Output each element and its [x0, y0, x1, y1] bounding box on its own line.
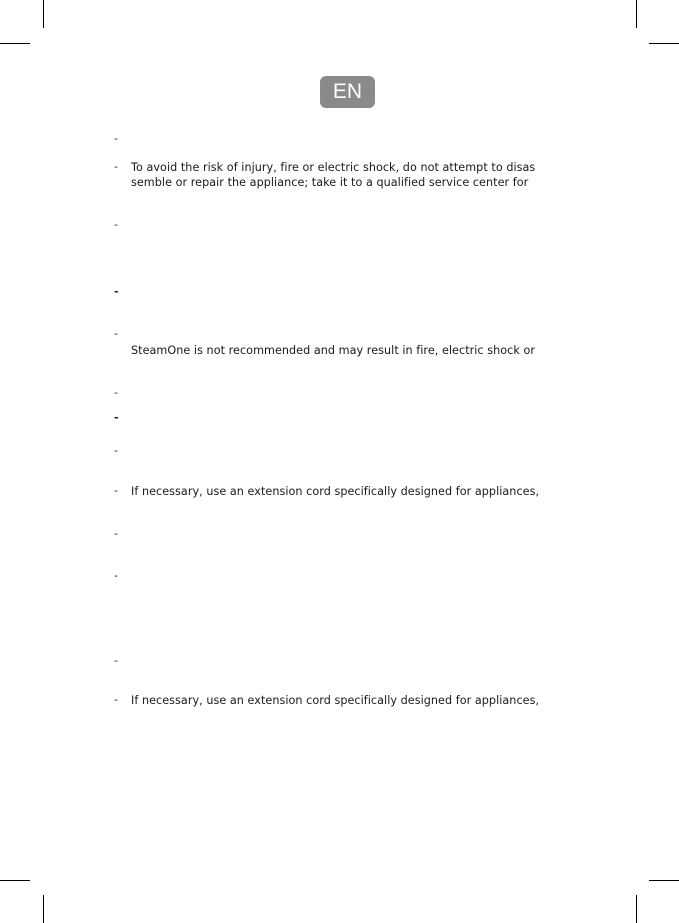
- bullet-dash: -: [114, 444, 118, 457]
- item-text-line: If necessary, use an extension cord specifically designed for appliances,: [131, 694, 540, 707]
- item-text-line: If necessary, use an extension cord specifically designed for appliances,: [131, 485, 540, 498]
- crop-mark-bottom-left-vertical: [43, 895, 44, 923]
- bullet-dash: -: [114, 386, 118, 399]
- crop-mark-top-left-horizontal: [0, 43, 30, 44]
- language-badge: EN: [320, 76, 375, 108]
- item-text-line: SteamOne is not recommended and may result in fire, electric shock or: [131, 344, 536, 357]
- crop-mark-top-right-vertical: [636, 0, 637, 28]
- bullet-dash: -: [114, 654, 118, 667]
- bullet-dash: -: [114, 160, 118, 173]
- bullet-dash: -: [114, 569, 118, 582]
- bullet-dash: -: [114, 218, 118, 231]
- item-text-line: semble or repair the appliance; take it to a qualified service center for: [131, 176, 529, 189]
- crop-mark-top-left-vertical: [43, 0, 44, 28]
- bullet-dash: -: [114, 132, 118, 145]
- bullet-dash: -: [114, 285, 119, 298]
- bullet-dash: -: [114, 484, 118, 497]
- bullet-dash: -: [114, 411, 119, 424]
- crop-mark-bottom-right-horizontal: [649, 880, 679, 881]
- bullet-dash: -: [114, 527, 118, 540]
- item-text-line: To avoid the risk of injury, fire or electric shock, do not attempt to disas: [131, 161, 536, 174]
- crop-mark-bottom-right-vertical: [636, 895, 637, 923]
- bullet-dash: -: [114, 693, 118, 706]
- crop-mark-bottom-left-horizontal: [0, 880, 30, 881]
- crop-mark-top-right-horizontal: [649, 43, 679, 44]
- bullet-dash: -: [114, 327, 118, 340]
